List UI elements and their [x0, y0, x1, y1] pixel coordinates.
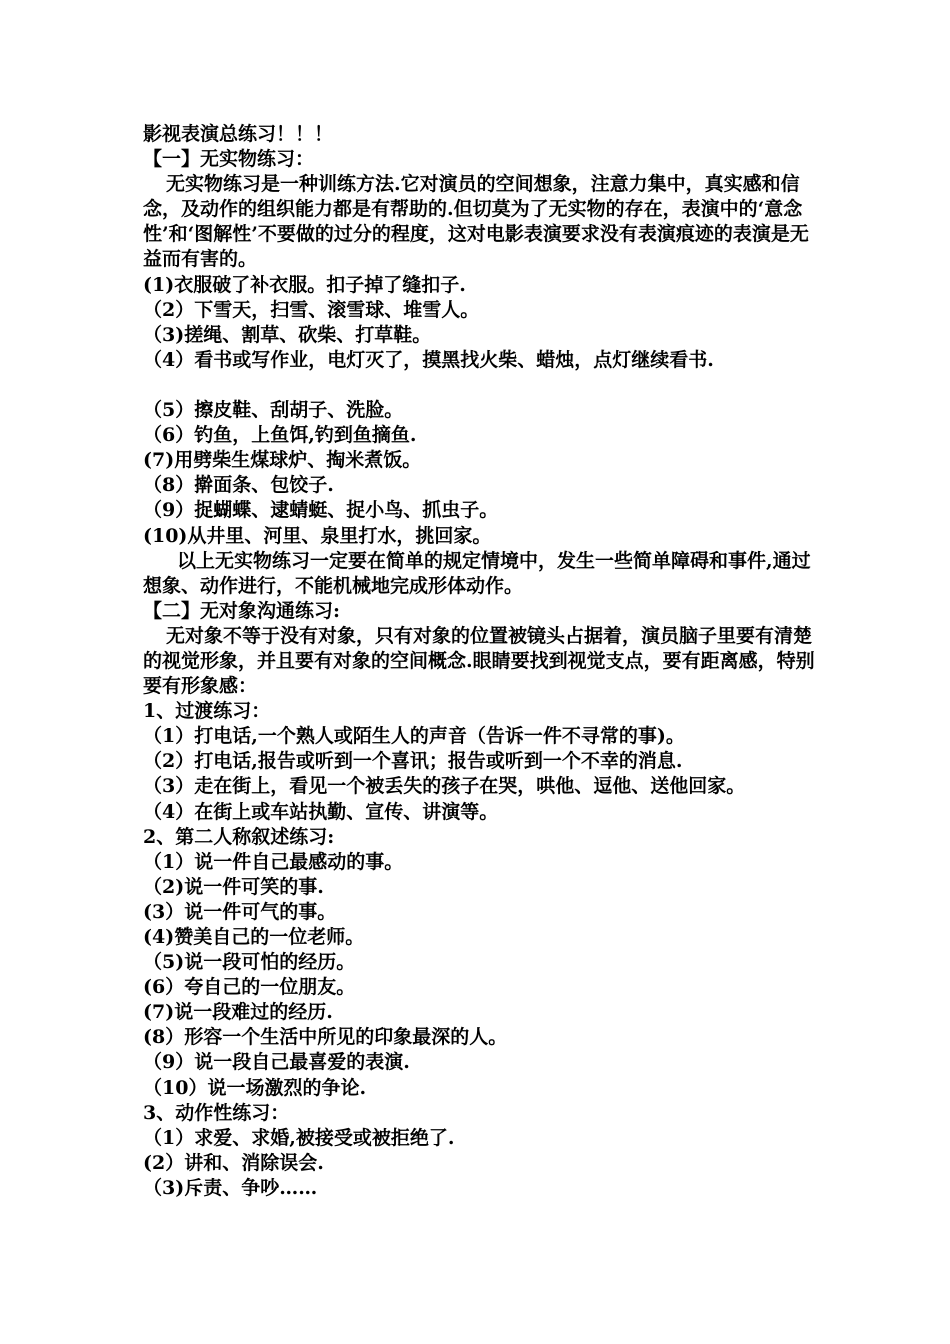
list-item: （2）下雪天，扫雪、滚雪球、堆雪人。: [143, 298, 480, 321]
list-item: （2)说一件可笑的事.: [143, 875, 324, 898]
list-item: （4）在街上或车站执勤、宣传、讲演等。: [143, 800, 499, 823]
list-item: (6）夸自己的一位朋友。: [143, 976, 356, 999]
list-item: （9）说一段自己最喜爱的表演.: [143, 1051, 410, 1074]
list-item: （4）看书或写作业，电灯灭了，摸黑找火柴、蜡烛，点灯继续看书.: [143, 348, 714, 371]
list-item: (3）说一件可气的事。: [143, 900, 337, 923]
document-title: 影视表演总练习！！！: [143, 123, 334, 145]
section-2-heading: 【二】无对象沟通练习:: [143, 599, 341, 622]
section-1-intro: 无实物练习是一种训练方法.它对演员的空间想象，注意力集中，真实感和信念，及动作的组织能力都是有帮助的.但切莫为了无实物的存在，表演中的‘意念性’和‘图解性’不要做的过分的程度，这对电影表演要求没有表演痕迹的表演是无益而有害的。: [143, 173, 809, 271]
list-item: （3)搓绳、割草、砍柴、打草鞋。: [143, 323, 432, 346]
list-item: （1）求爱、求婚,被接受或被拒绝了.: [143, 1126, 455, 1149]
subsection-2-heading: 2、第二人称叙述练习:: [143, 825, 335, 848]
subsection-3-heading: 3、动作性练习：: [143, 1101, 290, 1124]
list-item: (10)从井里、河里、泉里打水，挑回家。: [143, 524, 492, 547]
subsection-1-heading: 1、过渡练习：: [143, 700, 271, 723]
list-item: (7)用劈柴生煤球炉、掏米煮饭。: [143, 449, 422, 472]
list-item: (8）形容一个生活中所见的印象最深的人。: [143, 1026, 508, 1049]
list-item: (7)说一段难过的经历.: [143, 1001, 333, 1024]
document-page: [143, 122, 823, 1201]
list-item: （1）打电话,一个熟人或陌生人的声音（告诉一件不寻常的事)。: [143, 725, 685, 748]
list-item: （9）捉蝴蝶、逮蜻蜓、捉小鸟、抓虫子。: [143, 499, 499, 522]
section-1-heading: 【一】无实物练习：: [143, 148, 315, 171]
list-item: （3）走在街上，看见一个被丢失的孩子在哭，哄他、逗他、送他回家。: [143, 775, 746, 798]
list-item: （3)斥责、争吵……: [143, 1176, 318, 1199]
section-1-conclusion: 以上无实物练习一定要在简单的规定情境中，发生一些简单障碍和事件,通过想象、动作进行，不能机械地完成形体动作。: [143, 549, 811, 597]
list-item: (1)衣服破了补衣服。扣子掉了缝扣子.: [143, 273, 466, 296]
list-item: （10）说一场激烈的争论.: [143, 1076, 367, 1099]
list-item: （1）说一件自己最感动的事。: [143, 850, 404, 873]
list-item: （8）擀面条、包饺子.: [143, 474, 334, 497]
section-2-intro: 无对象不等于没有对象，只有对象的位置被镜头占据着，演员脑子里要有清楚的视觉形象，并且要有对象的空间概念.眼睛要找到视觉支点，要有距离感，特别要有形象感：: [143, 624, 815, 698]
list-item: （6）钓鱼，上鱼饵,钓到鱼摘鱼.: [143, 424, 417, 447]
blank-line: [143, 373, 823, 398]
list-item: (4)赞美自己的一位老师。: [143, 926, 365, 948]
list-item: (2）讲和、消除误会.: [143, 1151, 324, 1174]
list-item: （5)说一段可怕的经历。: [143, 951, 356, 974]
list-item: （5）擦皮鞋、刮胡子、洗脸。: [143, 399, 404, 422]
list-item: （2）打电话,报告或听到一个喜讯；报告或听到一个不幸的消息.: [143, 750, 683, 773]
